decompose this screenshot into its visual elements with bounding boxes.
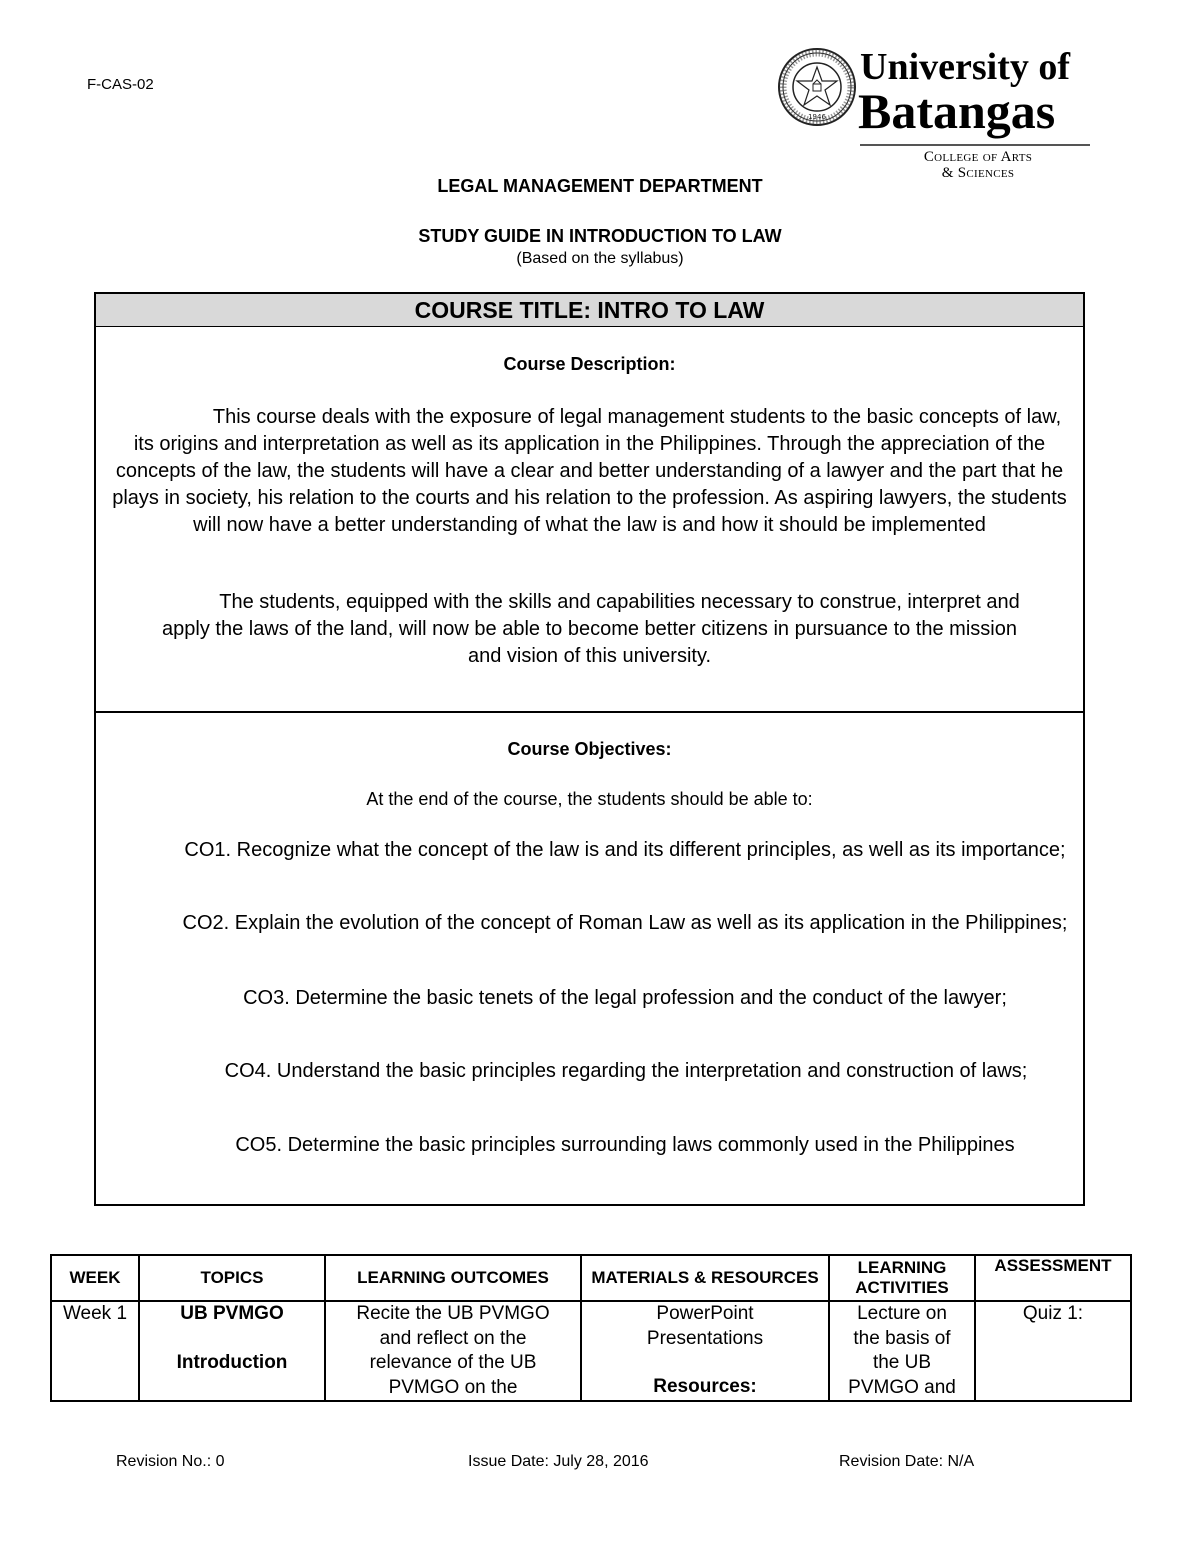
- table-row: [51, 1301, 1131, 1401]
- cell-materials-resources: [581, 1301, 829, 1401]
- footer-revision-no: Revision No.: 0: [116, 1453, 225, 1470]
- college-line-1: College of Arts: [923, 149, 1033, 165]
- header-assessment: ASSESSMENT: [975, 1255, 1131, 1301]
- description-p1-text: This course deals with the exposure of legal management students to the basic concepts of law, its origins and interpretation as well as its application in the Philippines. Through the appreciation of the concepts of the law, the students will have a clear and better understanding of a lawyer and the part that he plays in society, his relation to the courts and his relation to the profession. As aspiring lawyers, the students will now have a better understanding of what the law is and how it should be implemented: [112, 406, 1067, 536]
- study-guide-subtitle: (Based on the syllabus): [516, 250, 684, 267]
- logo-divider: [860, 144, 1090, 146]
- cell-learning-outcomes: [325, 1301, 581, 1401]
- logo-line-batangas: Batangas: [858, 83, 1056, 139]
- university-logo: [777, 47, 1097, 187]
- assessment-text: Quiz 1:: [1022, 1303, 1084, 1324]
- header-learning-activities: LEARNING ACTIVITIES: [829, 1255, 975, 1301]
- course-title: COURSE TITLE: INTRO TO LAW: [96, 294, 1083, 327]
- objective-co5: CO5. Determine the basic principles surrounding laws commonly used in the Philippines: [235, 1134, 1015, 1156]
- header-week: WEEK: [51, 1255, 139, 1301]
- objective-co3: CO3. Determine the basic tenets of the legal profession and the conduct of the lawyer;: [243, 987, 1007, 1009]
- table-header-row: [51, 1255, 1131, 1301]
- footer-revision-date: Revision Date: N/A: [839, 1453, 975, 1470]
- course-description-section: [96, 327, 1083, 713]
- activities-text: Lecture on the basis of the UB PVMGO and: [848, 1303, 956, 1398]
- week-text: Week 1: [62, 1303, 128, 1324]
- course-box: [94, 292, 1085, 1206]
- cell-week: [51, 1301, 139, 1401]
- cell-assessment: [975, 1301, 1131, 1401]
- resources-label: Resources:: [653, 1376, 757, 1397]
- objective-co2: CO2. Explain the evolution of the concept of Roman Law as well as its application in the Philippines;: [182, 912, 1068, 934]
- department-heading: LEGAL MANAGEMENT DEPARTMENT: [437, 176, 763, 196]
- course-objectives-section: [96, 713, 1083, 1204]
- course-description-paragraph-1: [106, 404, 1073, 539]
- footer-issue-date: Issue Date: July 28, 2016: [468, 1453, 649, 1470]
- course-objectives-intro: At the end of the course, the students should be able to:: [366, 789, 813, 809]
- seal-year: 1946: [808, 113, 826, 121]
- form-code: F-CAS-02: [87, 76, 154, 93]
- university-seal-icon: [777, 47, 857, 127]
- cell-learning-activities: [829, 1301, 975, 1401]
- course-description-heading: Course Description:: [503, 354, 676, 374]
- topic-title: UB PVMGO: [180, 1303, 284, 1324]
- description-p2-text: The students, equipped with the skills and capabilities necessary to construe, interpret and apply the laws of the land, will now be able to become better citizens in pursuance to the mission and vision of this university.: [162, 591, 1020, 667]
- study-guide-title: STUDY GUIDE IN INTRODUCTION TO LAW: [418, 226, 782, 246]
- course-objectives-heading: Course Objectives:: [507, 739, 672, 759]
- topic-subtitle: Introduction: [176, 1351, 288, 1373]
- cell-topics: [139, 1301, 325, 1401]
- college-line-2: & Sciences: [941, 165, 1015, 181]
- objective-co1: CO1. Recognize what the concept of the law is and its different principles, as well as its importance;: [184, 839, 1066, 861]
- outcomes-text: Recite the UB PVMGO and reflect on the relevance of the UB PVMGO on the: [356, 1303, 550, 1398]
- objective-co4: CO4. Understand the basic principles regarding the interpretation and construction of laws;: [224, 1060, 1028, 1082]
- logo-line-university-of: University of: [860, 46, 1071, 88]
- materials-text: PowerPoint Presentations: [646, 1303, 764, 1349]
- header-topics: TOPICS: [139, 1255, 325, 1301]
- schedule-table: [50, 1254, 1132, 1402]
- course-description-paragraph-2: [148, 589, 1031, 670]
- header-materials-resources: MATERIALS & RESOURCES: [581, 1255, 829, 1301]
- header-learning-outcomes: LEARNING OUTCOMES: [325, 1255, 581, 1301]
